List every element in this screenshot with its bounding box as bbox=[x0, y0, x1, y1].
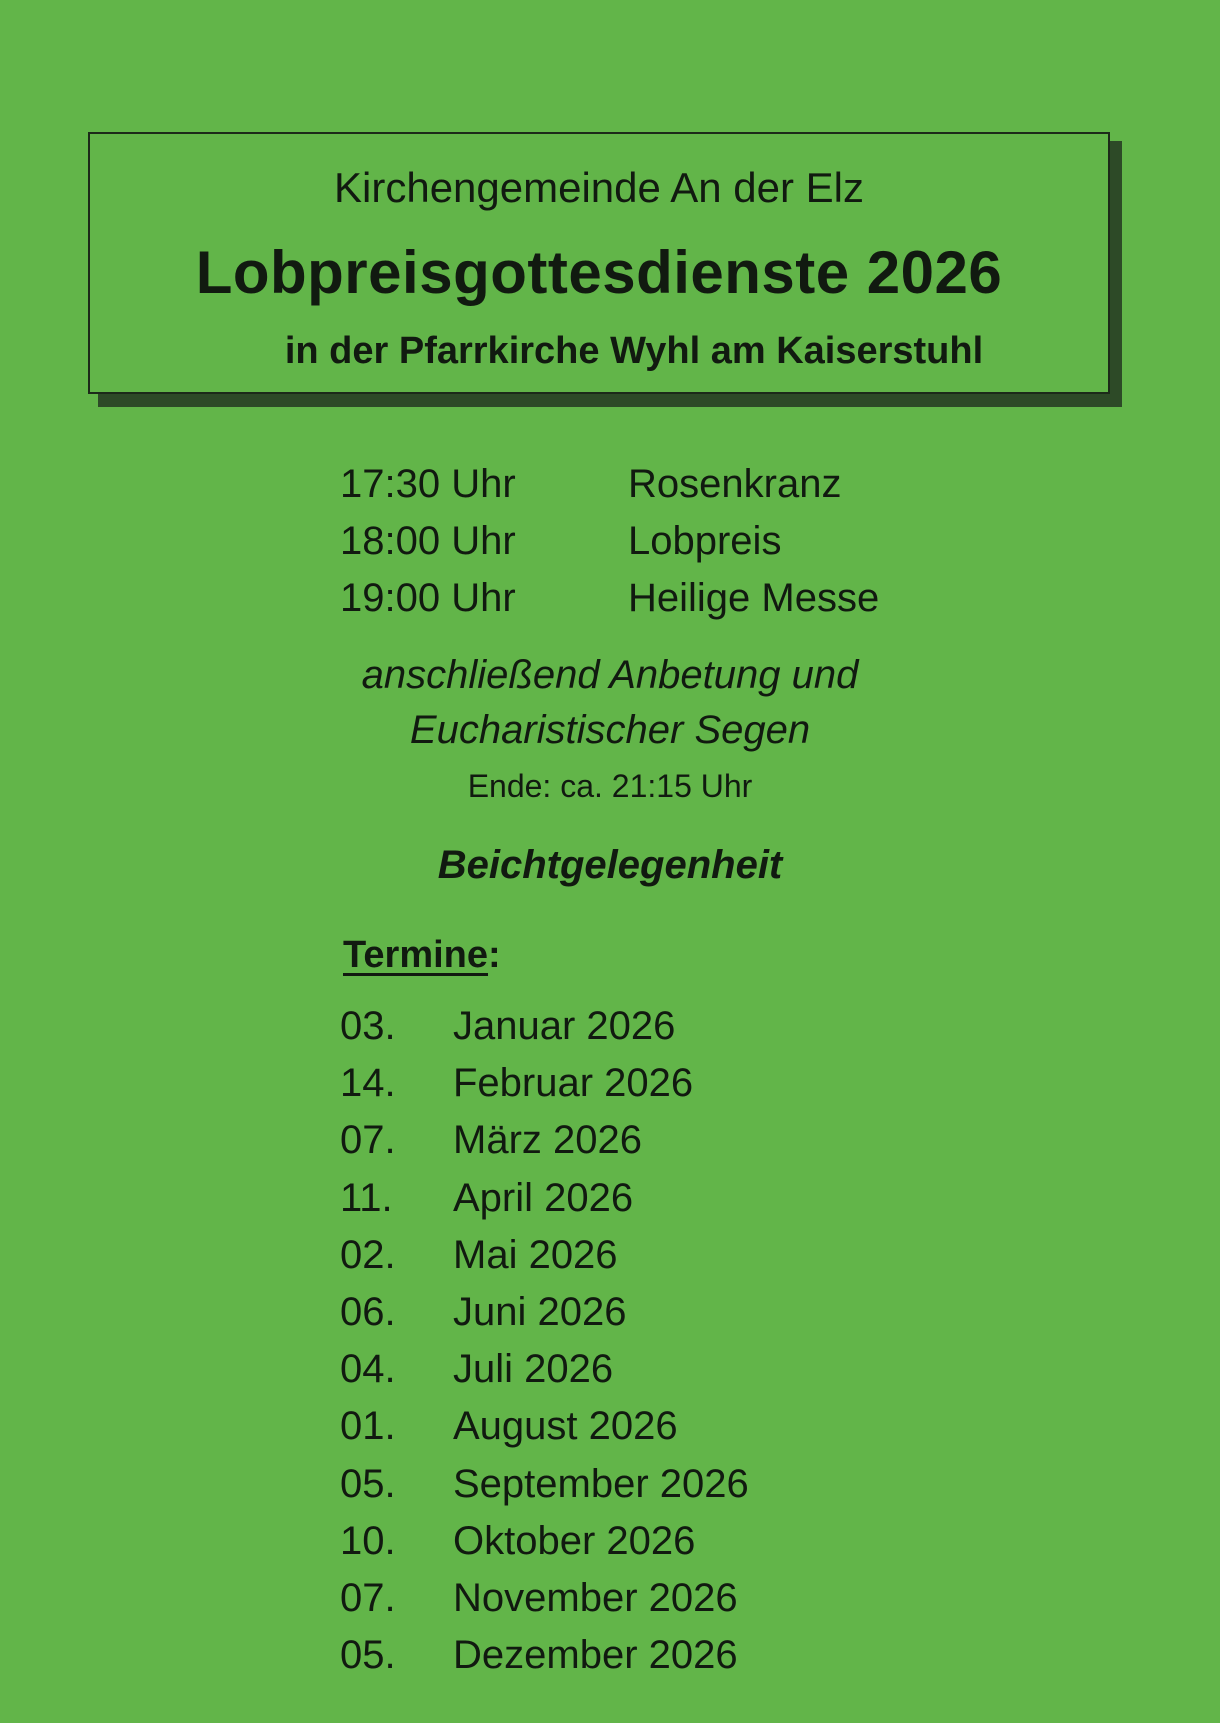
schedule-list bbox=[340, 456, 879, 627]
date-row bbox=[340, 1055, 749, 1112]
date-row bbox=[340, 1627, 749, 1684]
schedule-row bbox=[340, 570, 879, 627]
schedule-event: Rosenkranz bbox=[628, 462, 842, 506]
schedule-event: Heilige Messe bbox=[628, 576, 880, 620]
date-row bbox=[340, 1112, 749, 1169]
date-row bbox=[340, 1570, 749, 1627]
date-day: 10. bbox=[340, 1518, 396, 1563]
schedule-time: 18:00 Uhr bbox=[340, 519, 516, 563]
date-day: 05. bbox=[340, 1633, 396, 1678]
date-day: 11. bbox=[340, 1175, 393, 1220]
date-day: 02. bbox=[340, 1232, 396, 1277]
date-month: Juli 2026 bbox=[453, 1347, 614, 1392]
date-month: September 2026 bbox=[453, 1461, 749, 1506]
date-month: März 2026 bbox=[453, 1118, 642, 1163]
header-box bbox=[88, 132, 1110, 394]
date-month: November 2026 bbox=[453, 1576, 738, 1621]
page-title: Lobpreisgottesdienste 2026 bbox=[195, 239, 1003, 306]
date-month: Dezember 2026 bbox=[453, 1633, 738, 1678]
date-month: Oktober 2026 bbox=[453, 1518, 696, 1563]
confession-heading: Beichtgelegenheit bbox=[437, 843, 783, 887]
date-day: 04. bbox=[340, 1347, 396, 1392]
date-month: August 2026 bbox=[453, 1404, 678, 1449]
date-month: Juni 2026 bbox=[453, 1290, 627, 1335]
date-month: Februar 2026 bbox=[453, 1061, 694, 1106]
date-row bbox=[340, 1341, 749, 1398]
date-day: 06. bbox=[340, 1290, 396, 1335]
date-row bbox=[340, 1398, 749, 1455]
parish-name: Kirchengemeinde An der Elz bbox=[334, 164, 864, 211]
dates-heading bbox=[343, 934, 501, 977]
schedule-time: 19:00 Uhr bbox=[340, 576, 516, 620]
date-day: 05. bbox=[340, 1461, 396, 1506]
date-row bbox=[340, 1456, 749, 1513]
dates-heading-label: Termine bbox=[343, 934, 489, 976]
schedule-event: Lobpreis bbox=[628, 519, 782, 563]
date-day: 14. bbox=[340, 1061, 396, 1106]
date-row bbox=[340, 998, 749, 1055]
adoration-note-line2: Eucharistischer Segen bbox=[409, 708, 811, 752]
date-row bbox=[340, 1227, 749, 1284]
date-day: 01. bbox=[340, 1404, 396, 1449]
adoration-note-line1: anschließend Anbetung und bbox=[361, 653, 859, 697]
date-month: April 2026 bbox=[453, 1175, 634, 1220]
date-row bbox=[340, 1170, 749, 1227]
date-day: 03. bbox=[340, 1004, 396, 1048]
schedule-row bbox=[340, 513, 879, 570]
date-day: 07. bbox=[340, 1576, 396, 1621]
schedule-row bbox=[340, 456, 879, 513]
date-month: Januar 2026 bbox=[453, 1004, 676, 1048]
end-time-note: Ende: ca. 21:15 Uhr bbox=[467, 768, 753, 804]
location-subtitle: in der Pfarrkirche Wyhl am Kaiserstuhl bbox=[284, 330, 984, 372]
date-row bbox=[340, 1513, 749, 1570]
dates-heading-colon: : bbox=[488, 934, 501, 976]
dates-list bbox=[340, 998, 749, 1684]
date-month: Mai 2026 bbox=[453, 1232, 618, 1277]
schedule-time: 17:30 Uhr bbox=[340, 462, 516, 506]
date-day: 07. bbox=[340, 1118, 396, 1163]
date-row bbox=[340, 1284, 749, 1341]
